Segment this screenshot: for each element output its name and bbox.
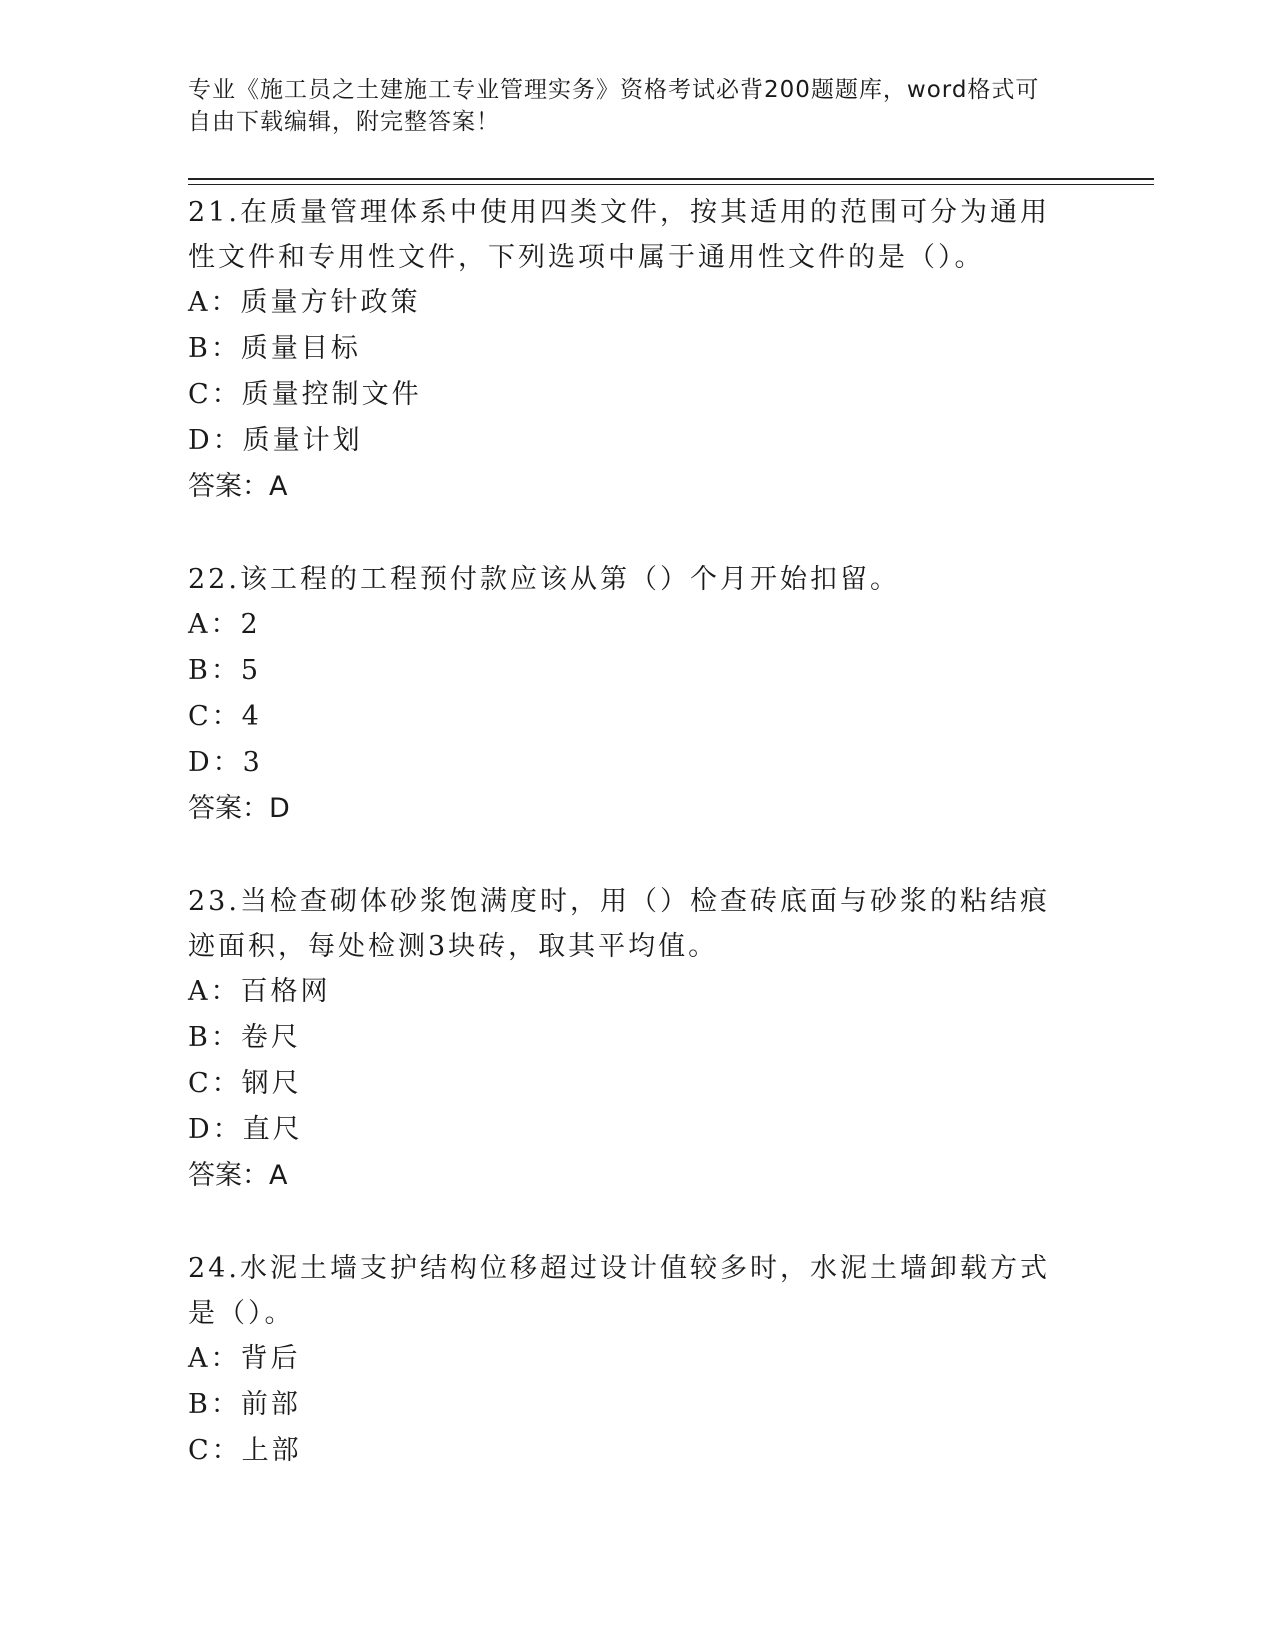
answer: 答案：A (188, 471, 288, 502)
option-a: A：百格网 (188, 976, 331, 1007)
header-divider-bottom (188, 184, 1154, 185)
option-b: B：卷尺 (188, 1022, 301, 1053)
question-22 (188, 557, 1078, 832)
option-a: A：背后 (188, 1343, 301, 1374)
option-b: B：前部 (188, 1389, 301, 1420)
answer: 答案：D (188, 793, 290, 824)
option-d: D：直尺 (188, 1114, 303, 1145)
header-line-1: 专业《施工员之土建施工专业管理实务》资格考试必背200题题库，word格式可 (188, 77, 1040, 103)
option-c: C：4 (188, 701, 262, 732)
header-line-2: 自由下载编辑，附完整答案！ (188, 109, 500, 135)
question-text: 24.水泥土墙支护结构位移超过设计值较多时，水泥土墙卸载方式是（）。 (188, 1253, 1050, 1329)
question-text: 21.在质量管理体系中使用四类文件，按其适用的范围可分为通用性文件和专用性文件，下列选项中属于通用性文件的是（）。 (188, 197, 1050, 273)
document-header (188, 74, 1078, 138)
option-d: D：质量计划 (188, 425, 363, 456)
option-c: C：上部 (188, 1435, 302, 1466)
question-21 (188, 190, 1078, 510)
header-divider-top (188, 178, 1154, 180)
question-list (188, 190, 1078, 1474)
option-a: A：质量方针政策 (188, 287, 421, 318)
question-text: 23.当检查砌体砂浆饱满度时，用（）检查砖底面与砂浆的粘结痕迹面积，每处检测3块砖，取其平均值。 (188, 886, 1050, 962)
option-a: A：2 (188, 609, 261, 640)
option-b: B：质量目标 (188, 333, 361, 364)
option-d: D：3 (188, 747, 263, 778)
option-b: B：5 (188, 655, 262, 686)
question-23 (188, 879, 1078, 1199)
answer: 答案：A (188, 1160, 288, 1191)
option-c: C：质量控制文件 (188, 379, 422, 410)
question-text: 22.该工程的工程预付款应该从第（）个月开始扣留。 (188, 564, 900, 595)
question-24 (188, 1246, 1078, 1474)
option-c: C：钢尺 (188, 1068, 302, 1099)
